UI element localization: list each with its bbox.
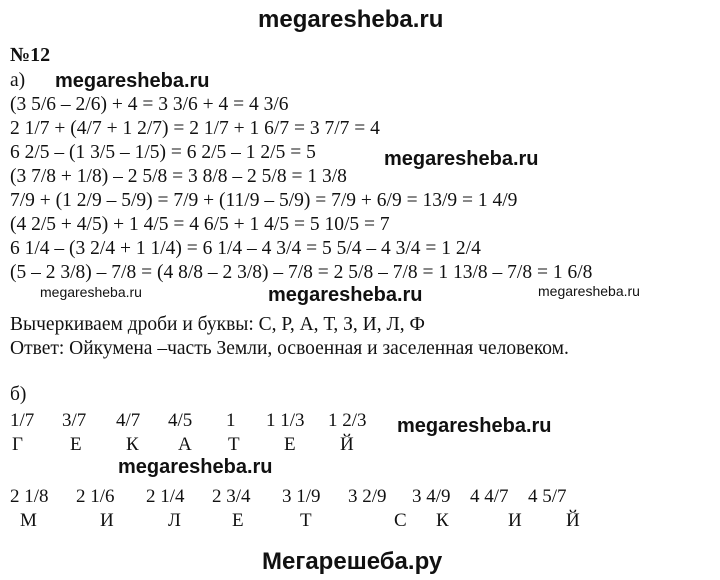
fraction-cell: 1 1/3 <box>266 410 305 431</box>
fraction-cell: 3 2/9 <box>348 486 387 507</box>
letter-cell: С <box>394 510 407 531</box>
watermark-b-center: megaresheba.ru <box>118 456 273 478</box>
fraction-cell: 4 4/7 <box>470 486 509 507</box>
letter-cell: Т <box>300 510 312 531</box>
part-a-label: а) <box>10 70 26 91</box>
letter-cell: К <box>126 434 139 455</box>
letter-cell: Л <box>168 510 181 531</box>
row1-letters <box>0 434 720 458</box>
equation-line: (3 5/6 – 2/6) + 4 = 3 3/6 + 4 = 4 3/6 <box>10 94 289 115</box>
letter-cell: М <box>20 510 37 531</box>
letter-cell: А <box>178 434 192 455</box>
equation-line: 6 2/5 – (1 3/5 – 1/5) = 6 2/5 – 1 2/5 = 5 <box>10 142 316 163</box>
letter-cell: И <box>100 510 114 531</box>
fraction-cell: 1/7 <box>10 410 35 431</box>
equation-line: 2 1/7 + (4/7 + 1 2/7) = 2 1/7 + 1 6/7 = 3 7/7 = 4 <box>10 118 380 139</box>
row2-numbers <box>0 486 720 510</box>
row1-numbers <box>0 410 720 434</box>
equation-line: (4 2/5 + 4/5) + 1 4/5 = 4 6/5 + 1 4/5 = 5 10/5 = 7 <box>10 214 390 235</box>
fraction-cell: 1 <box>226 410 236 431</box>
equation-line: 7/9 + (1 2/9 – 5/9) = 7/9 + (11/9 – 5/9) = 7/9 + 6/9 = 13/9 = 1 4/9 <box>10 190 518 211</box>
fraction-cell: 2 3/4 <box>212 486 251 507</box>
letter-cell: Т <box>228 434 240 455</box>
watermark-small-left: megaresheba.ru <box>40 284 142 300</box>
fraction-cell: 2 1/8 <box>10 486 49 507</box>
letter-cell: Г <box>12 434 23 455</box>
crossed-letters-text: Вычеркиваем дроби и буквы: С, Р, А, Т, З, И, Л, Ф <box>10 314 425 335</box>
fraction-cell: 3/7 <box>62 410 87 431</box>
part-b-label: б) <box>10 384 27 405</box>
watermark-top: megaresheba.ru <box>258 6 444 33</box>
letter-cell: И <box>508 510 522 531</box>
equation-line: (5 – 2 3/8) – 7/8 = (4 8/8 – 2 3/8) – 7/8 = 2 5/8 – 7/8 = 1 13/8 – 7/8 = 1 6/8 <box>10 262 593 283</box>
watermark-mid-right: megaresheba.ru <box>384 148 539 170</box>
fraction-cell: 4/7 <box>116 410 141 431</box>
watermark-small-right: megaresheba.ru <box>538 283 640 299</box>
letter-cell: Й <box>340 434 354 455</box>
fraction-cell: 3 4/9 <box>412 486 451 507</box>
equation-line: (3 7/8 + 1/8) – 2 5/8 = 3 8/8 – 2 5/8 = 1 3/8 <box>10 166 347 187</box>
fraction-cell: 1 2/3 <box>328 410 367 431</box>
fraction-cell: 4 5/7 <box>528 486 567 507</box>
letter-cell: К <box>436 510 449 531</box>
letter-cell: Е <box>70 434 82 455</box>
watermark-a: megaresheba.ru <box>55 70 210 92</box>
fraction-cell: 2 1/6 <box>76 486 115 507</box>
watermark-b-right: megaresheba.ru <box>397 415 552 437</box>
answer-text: Ответ: Ойкумена –часть Земли, освоенная и заселенная человеком. <box>10 338 569 359</box>
letter-cell: Е <box>232 510 244 531</box>
letter-cell: Й <box>566 510 580 531</box>
equation-line: 6 1/4 – (3 2/4 + 1 1/4) = 6 1/4 – 4 3/4 = 5 5/4 – 4 3/4 = 1 2/4 <box>10 238 481 259</box>
letter-cell: Е <box>284 434 296 455</box>
watermark-bottom: Мегарешеба.ру <box>262 548 443 575</box>
watermark-center: megaresheba.ru <box>268 284 423 306</box>
problem-number: №12 <box>10 44 51 66</box>
fraction-cell: 3 1/9 <box>282 486 321 507</box>
fraction-cell: 4/5 <box>168 410 193 431</box>
row2-letters <box>0 510 720 534</box>
fraction-cell: 2 1/4 <box>146 486 185 507</box>
